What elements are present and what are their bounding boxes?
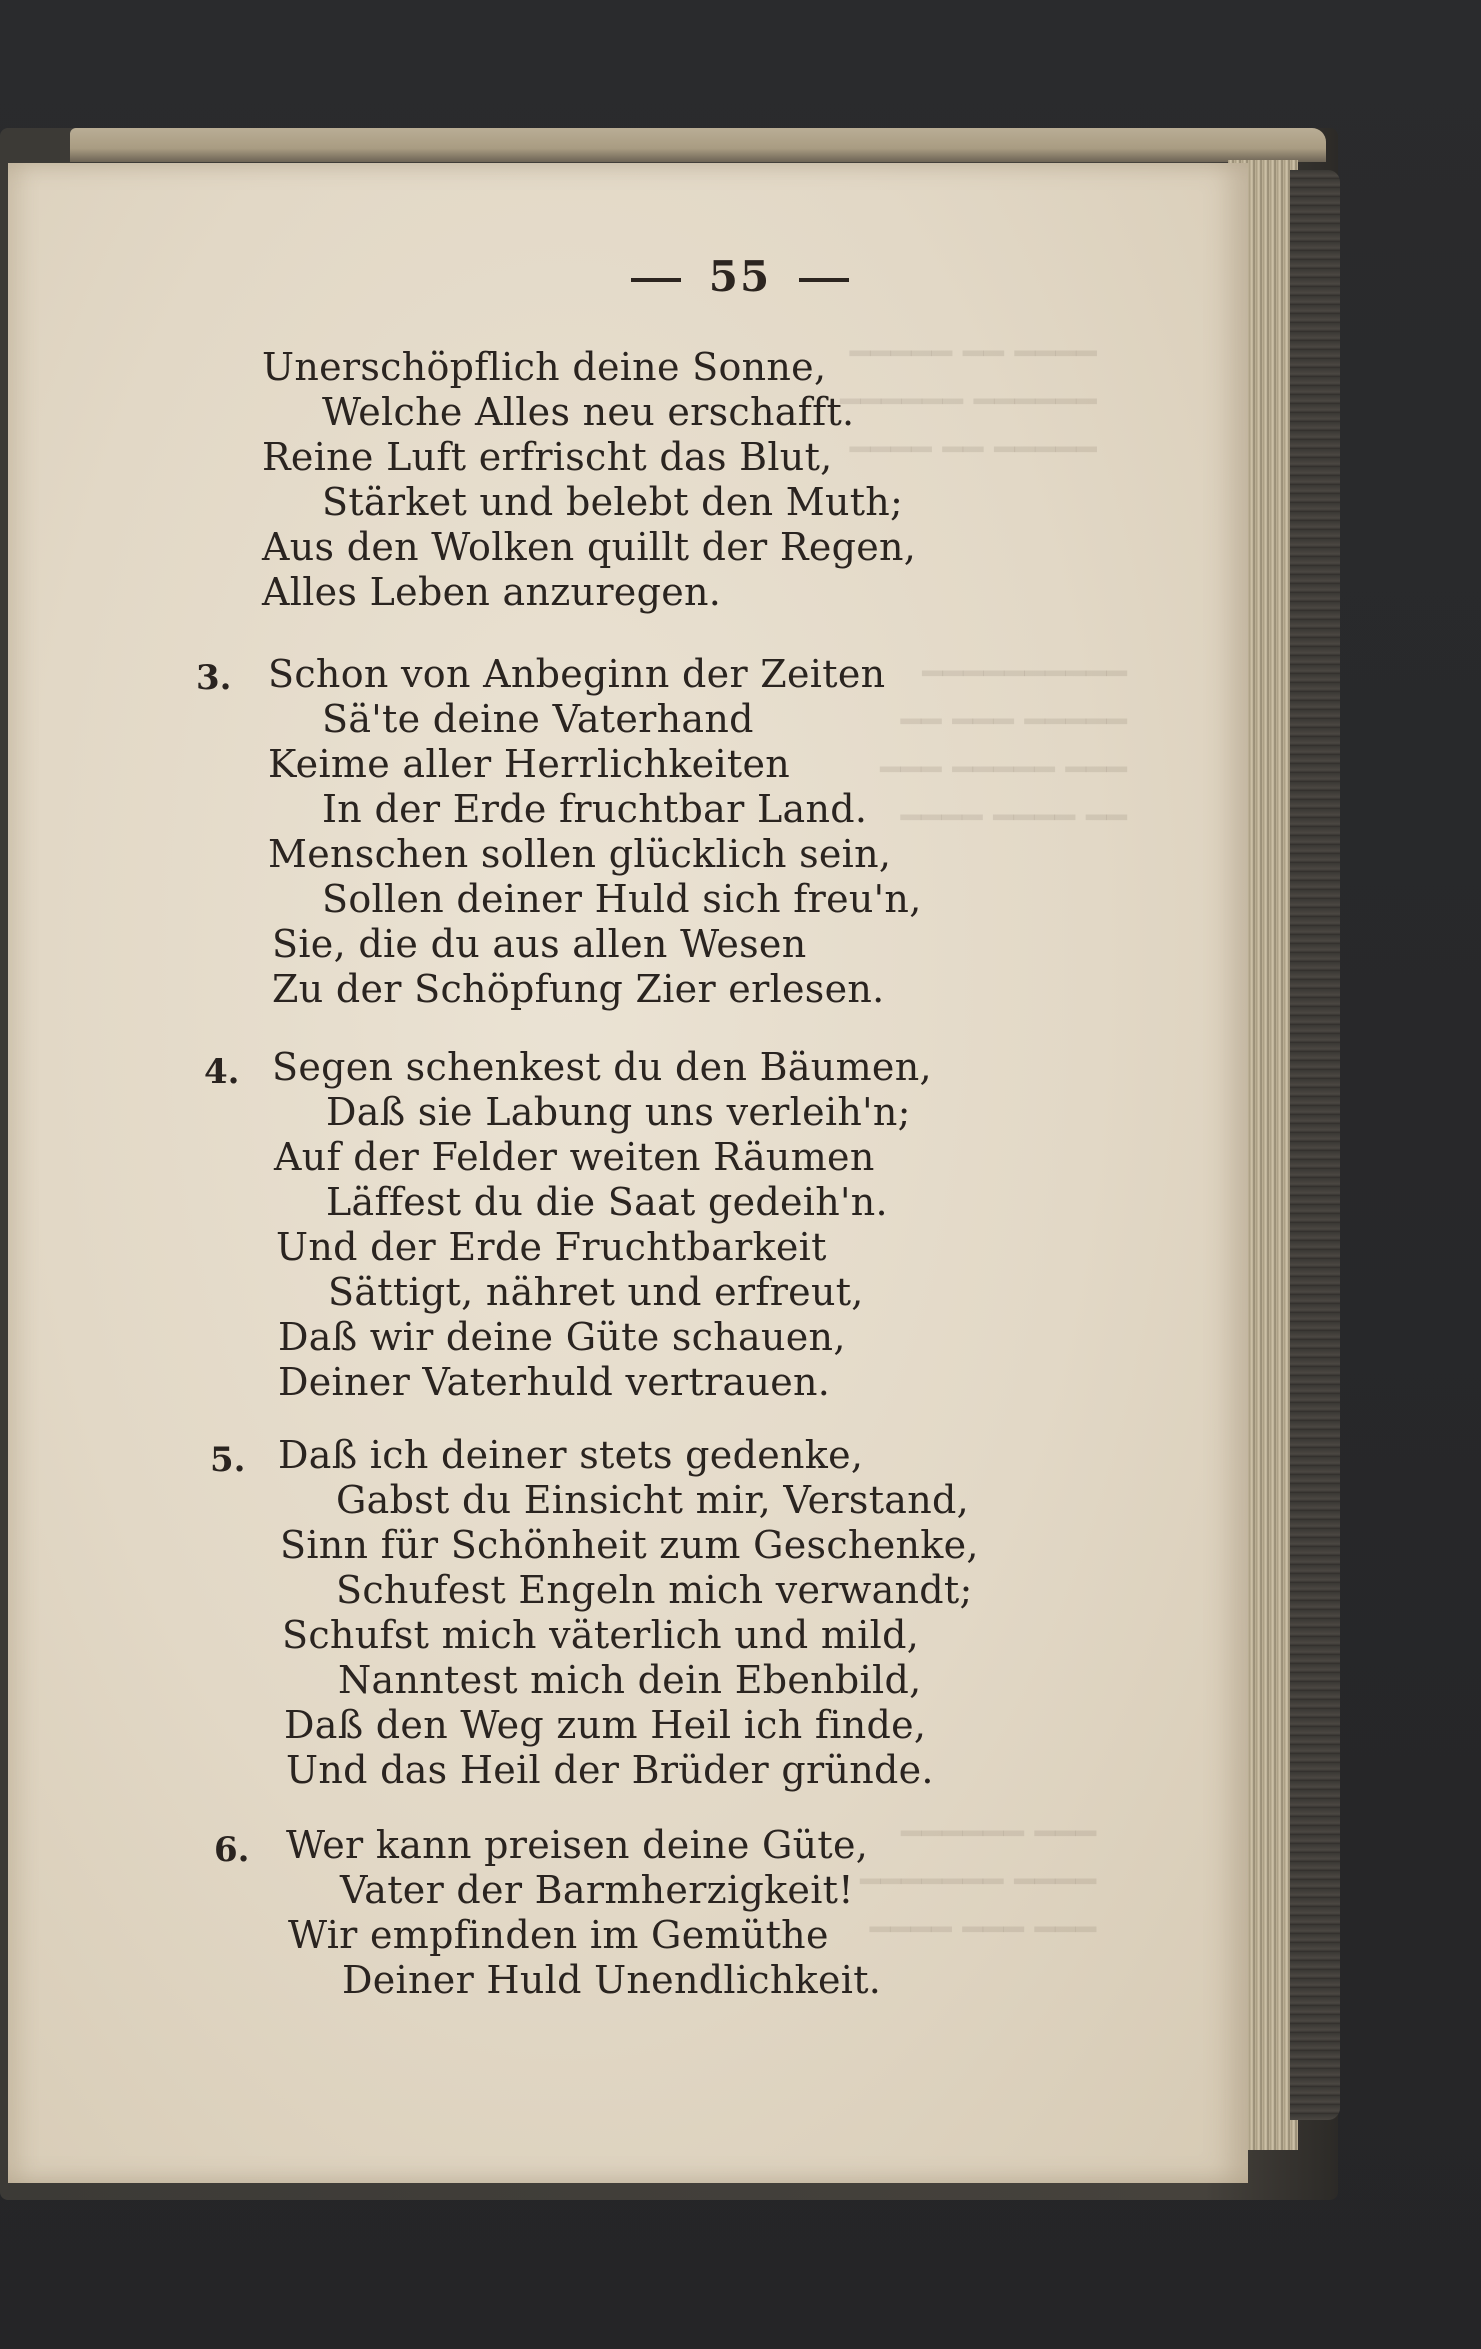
dash-right xyxy=(799,278,849,282)
verse-line: Deiner Vaterhuld vertrauen. xyxy=(278,1360,831,1404)
verse-line: Aus den Wolken quillt der Regen, xyxy=(262,525,917,569)
verse-line: Wir empfinden im Gemüthe xyxy=(288,1913,829,1957)
dash-left xyxy=(631,278,681,282)
verse-line: Vater der Barmherzigkeit! xyxy=(340,1868,854,1912)
verse-line: Und das Heil der Brüder gründe. xyxy=(286,1748,934,1792)
verse-line: Daß ich deiner stets gedenke, xyxy=(278,1433,864,1477)
verse-line: Schufst mich väterlich und mild, xyxy=(282,1613,920,1657)
page-number-value: 55 xyxy=(708,252,772,301)
verse-line: Sä'te deine Vaterhand xyxy=(322,697,754,741)
verse-line: In der Erde fruchtbar Land. xyxy=(322,787,868,831)
cover-top-edge xyxy=(70,128,1326,162)
stanza-number: 6. xyxy=(214,1830,250,1870)
verse-line: Unerschöpflich deine Sonne, xyxy=(262,345,827,389)
verse-line: Menschen sollen glücklich sein, xyxy=(268,832,892,876)
verse-line: Auf der Felder weiten Räumen xyxy=(274,1135,875,1179)
verse-line: Reine Luft erfrischt das Blut, xyxy=(262,435,833,479)
stanza-number: 5. xyxy=(210,1440,246,1480)
verse-line: Schufest Engeln mich verwandt; xyxy=(336,1568,973,1612)
verse-line: Stärket und belebt den Muth; xyxy=(322,480,904,524)
verse-line: Daß wir deine Güte schauen, xyxy=(278,1315,846,1359)
verse-line: Segen schenkest du den Bäumen, xyxy=(272,1045,932,1089)
verse-line: Läffest du die Saat gedeih'n. xyxy=(326,1180,888,1224)
stanza-number: 3. xyxy=(196,658,232,698)
verse-line: Sollen deiner Huld sich freu'n, xyxy=(322,877,922,921)
verse-line: Zu der Schöpfung Zier erlesen. xyxy=(272,967,885,1011)
show-through-text: ━━━━━━━━━━ ━━━━━ ━━━ ━━ ━━━ ━━━━━ ━━━ ━━ ━━━━ ━━━━ xyxy=(880,654,1127,838)
stanza-number: 4. xyxy=(204,1052,240,1092)
verse-line: Nanntest mich dein Ebenbild, xyxy=(338,1658,922,1702)
verse-line: Gabst du Einsicht mir, Verstand, xyxy=(336,1478,970,1522)
verse-line: Welche Alles neu erschafft. xyxy=(322,390,855,434)
verse-line: Wer kann preisen deine Güte, xyxy=(286,1823,869,1867)
verse-line: Daß den Weg zum Heil ich finde, xyxy=(284,1703,927,1747)
verse-line: Deiner Huld Unendlichkeit. xyxy=(342,1958,882,2002)
page-number xyxy=(0,252,1480,301)
show-through-text: ━━━ ━━━━━━ ━━━━ ━━━━━━━ ━━━ ━━━ ━━━━ xyxy=(860,1814,1096,1950)
verse-line: Schon von Anbeginn der Zeiten xyxy=(268,652,886,696)
verse-line: Sie, die du aus allen Wesen xyxy=(272,922,807,966)
verse-line: Und der Erde Fruchtbarkeit xyxy=(276,1225,827,1269)
book-spine-edge xyxy=(1290,170,1340,2120)
verse-line: Sättigt, nähret und erfreut, xyxy=(328,1270,864,1314)
verse-line: Sinn für Schönheit zum Geschenke, xyxy=(280,1523,979,1567)
verse-line: Keime aller Herrlichkeiten xyxy=(268,742,791,786)
show-through-text: ━━━━ ━━ ━━━━━ ━━━━━━ ━━━━━━ ━━━━━ ━━ ━━━━ xyxy=(840,334,1097,470)
verse-line: Daß sie Labung uns verleih'n; xyxy=(326,1090,911,1134)
verse-line: Alles Leben anzuregen. xyxy=(262,570,722,614)
